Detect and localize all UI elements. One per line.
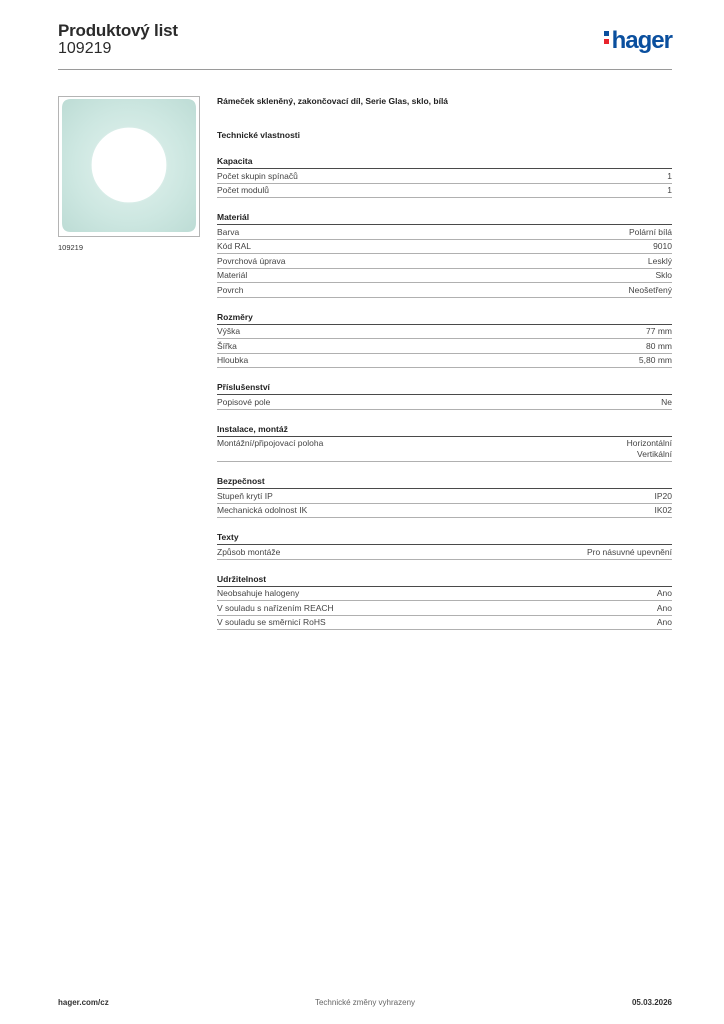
image-caption: 109219 bbox=[58, 243, 84, 252]
spec-row bbox=[217, 225, 672, 240]
spec-section bbox=[217, 311, 672, 369]
product-number: 109219 bbox=[58, 40, 112, 57]
footer-disclaimer: Technické změny vyhrazeny bbox=[314, 998, 416, 1007]
logo-dots-icon bbox=[603, 30, 611, 48]
section-title: Udržitelnost bbox=[217, 573, 672, 587]
spec-label: Povrchová úprava bbox=[217, 255, 286, 266]
spec-label: Povrch bbox=[217, 284, 244, 295]
spec-value: 9010 bbox=[653, 241, 672, 251]
product-name: Rámeček skleněný, zakončovací díl, Serie Glas, sklo, bílá bbox=[217, 96, 449, 106]
spec-row bbox=[217, 339, 672, 354]
technical-properties-heading: Technické vlastnosti bbox=[217, 130, 300, 140]
header-divider bbox=[58, 69, 672, 70]
spec-row bbox=[217, 325, 672, 340]
hager-logo[interactable] bbox=[603, 27, 672, 55]
spec-value: Sklo bbox=[655, 270, 672, 280]
spec-label: V souladu s nařízením REACH bbox=[217, 602, 334, 613]
spec-row bbox=[217, 184, 672, 199]
spec-value: IK02 bbox=[654, 505, 672, 515]
section-title: Texty bbox=[217, 531, 672, 545]
spec-row bbox=[217, 169, 672, 184]
spec-value: 5,80 mm bbox=[638, 355, 672, 365]
spec-row bbox=[217, 283, 672, 298]
spec-label: Šířka bbox=[217, 340, 237, 351]
spec-label: Popisové pole bbox=[217, 396, 271, 407]
spec-value: 1 bbox=[667, 185, 672, 195]
spec-section bbox=[217, 531, 672, 560]
product-details bbox=[217, 95, 672, 630]
spec-row bbox=[217, 269, 672, 284]
spec-value: Ano bbox=[656, 617, 672, 627]
spec-value: Ne bbox=[661, 396, 672, 407]
spec-row bbox=[217, 504, 672, 519]
spec-section bbox=[217, 381, 672, 410]
spec-section bbox=[217, 423, 672, 463]
spec-row bbox=[217, 240, 672, 255]
spec-sections bbox=[217, 155, 672, 630]
spec-value: Neošetřený bbox=[628, 284, 672, 295]
spec-section bbox=[217, 211, 672, 298]
section-title: Rozměry bbox=[217, 311, 672, 325]
spec-value: 1 bbox=[667, 170, 672, 181]
section-title: Instalace, montáž bbox=[217, 423, 672, 437]
section-title: Příslušenství bbox=[217, 381, 672, 395]
spec-label: Montážní/připojovací poloha bbox=[217, 438, 324, 448]
glass-frame-picture bbox=[59, 97, 199, 236]
spec-label: Způsob montáže bbox=[217, 546, 281, 557]
spec-label: Materiál bbox=[217, 270, 248, 280]
spec-label: Neobsahuje halogeny bbox=[217, 588, 300, 598]
spec-label: Stupeň krytí IP bbox=[217, 490, 273, 501]
spec-value: 77 mm bbox=[646, 326, 672, 336]
spec-section bbox=[217, 573, 672, 631]
spec-row bbox=[217, 254, 672, 269]
spec-label: V souladu se směrnicí RoHS bbox=[217, 617, 326, 627]
spec-row bbox=[217, 354, 672, 369]
spec-label: Počet skupin spínačů bbox=[217, 170, 298, 181]
spec-value: Ano bbox=[656, 602, 672, 613]
spec-label: Kód RAL bbox=[217, 241, 252, 251]
spec-label: Počet modulů bbox=[217, 185, 269, 195]
spec-row bbox=[217, 489, 672, 504]
section-title: Bezpečnost bbox=[217, 475, 672, 489]
spec-row bbox=[217, 395, 672, 410]
section-title: Kapacita bbox=[217, 155, 672, 169]
spec-value: 80 mm bbox=[646, 340, 672, 351]
spec-label: Výška bbox=[217, 326, 241, 336]
spec-value: Polární bílá bbox=[629, 226, 672, 237]
section-title: Materiál bbox=[217, 211, 672, 225]
spec-label: Barva bbox=[217, 226, 240, 237]
spec-section bbox=[217, 475, 672, 518]
spec-value: IP20 bbox=[654, 490, 672, 501]
spec-row bbox=[217, 616, 672, 631]
spec-label: Mechanická odolnost IK bbox=[217, 505, 308, 515]
spec-value: Horizontální Vertikální bbox=[626, 438, 672, 459]
logo-text: hager bbox=[611, 27, 672, 54]
page-title: Produktový list bbox=[58, 21, 178, 40]
spec-value: Ano bbox=[656, 588, 672, 598]
page-header bbox=[58, 20, 672, 70]
spec-row bbox=[217, 437, 672, 463]
spec-section bbox=[217, 155, 672, 198]
spec-label: Hloubka bbox=[217, 355, 249, 365]
spec-value: Lesklý bbox=[647, 255, 672, 266]
footer-website-link[interactable]: hager.com/cz bbox=[58, 998, 109, 1007]
spec-row bbox=[217, 601, 672, 616]
spec-row bbox=[217, 545, 672, 560]
spec-value: Pro násuvné upevnění bbox=[586, 546, 672, 557]
product-image bbox=[58, 96, 200, 237]
spec-row bbox=[217, 587, 672, 602]
footer-date: 05.03.2026 bbox=[631, 998, 672, 1007]
